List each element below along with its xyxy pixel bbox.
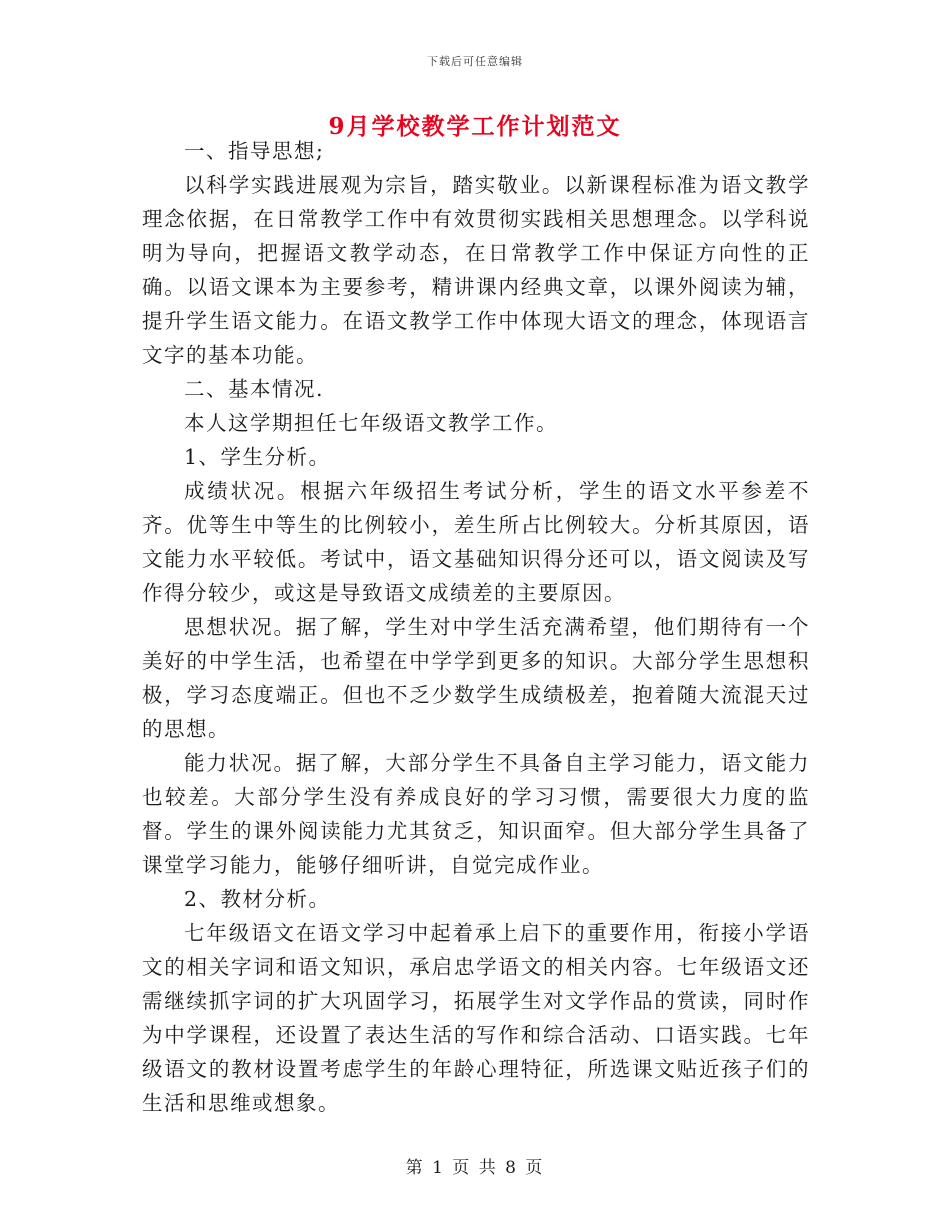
document-body <box>142 134 810 1120</box>
page-number-footer: 第 1 页 共 8 页 <box>405 1158 545 1178</box>
paragraph-textbook: 七年级语文在语文学习中起着承上启下的重要作用，衔接小学语文的相关字词和语文知识，承启忠学语文的相关内容。七年级语文还需继续抓字词的扩大巩固学习，拓展学生对文学作品的赏读，同时作为中学课程，还设置了表达生活的写作和综合活动、口语实践。七年级语文的教材设置考虑学生的年龄心理特征，所选课文贴近孩子们的生活和思维或想象。 <box>142 921 810 1115</box>
heading-textbook-analysis: 2、教材分析。 <box>184 887 331 911</box>
paragraph-ability: 能力状况。据了解，大部分学生不具备自主学习能力，语文能力也较差。大部分学生没有养成良好的学习习惯，需要很大力度的监督。学生的课外阅读能力尤其贫乏，知识面窄。但大部分学生具备了课堂学习能力，能够仔细听讲，自觉完成作业。 <box>142 751 810 877</box>
header-note: 下载后可任意编辑 <box>427 55 523 68</box>
paragraph-thinking: 思想状况。据了解，学生对中学生活充满希望，他们期待有一个美好的中学生活，也希望在中学学到更多的知识。大部分学生思想积极，学习态度端正。但也不乏少数学生成绩极差，抱着随大流混天过的思想。 <box>142 615 810 741</box>
document-title: 9月学校教学工作计划范文 <box>328 113 622 140</box>
paragraph-teaching-role: 本人这学期担任七年级语文教学工作。 <box>184 411 559 435</box>
heading-basic-situation: 二、基本情况. <box>184 377 325 401</box>
paragraph-grades: 成绩状况。根据六年级招生考试分析，学生的语文水平参差不齐。优等生中等生的比例较小，差生所占比例较大。分析其原因，语文能力水平较低。考试中，语文基础知识得分还可以，语文阅读及写作得分较少，或这是导致语文成绩差的主要原因。 <box>142 479 810 605</box>
heading-student-analysis: 1、学生分析。 <box>184 445 331 469</box>
paragraph-guiding-thought: 以科学实践进展观为宗旨，踏实敬业。以新课程标准为语文教学理念依据，在日常教学工作中有效贯彻实践相关思想理念。以学科说明为导向，把握语文教学动态，在日常教学工作中保证方向性的正确。以语文课本为主要参考，精讲课内经典文章，以课外阅读为辅，提升学生语文能力。在语文教学工作中体现大语文的理念，体现语言文字的基本功能。 <box>142 173 810 367</box>
heading-guiding-thought: 一、指导思想; <box>184 139 325 163</box>
